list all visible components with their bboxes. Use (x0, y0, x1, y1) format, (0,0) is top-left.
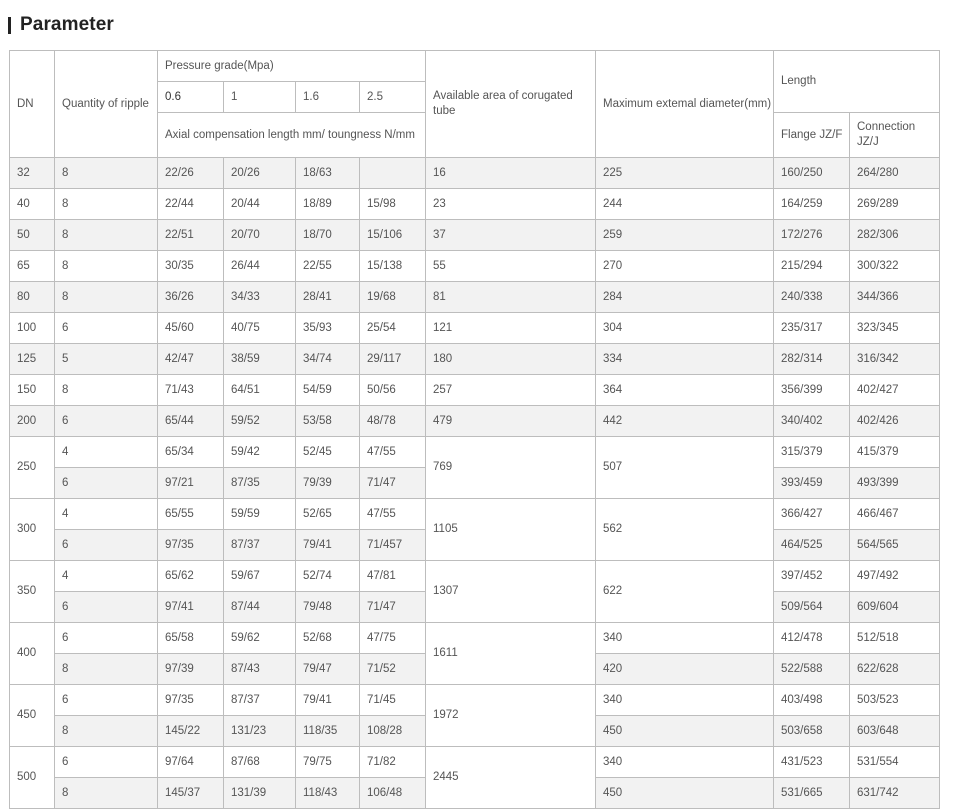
grade-0-6-cell: 97/35 (158, 685, 224, 716)
parameter-table (9, 50, 940, 809)
diameter-cell: 340 (596, 623, 774, 654)
flange-cell: 397/452 (774, 561, 850, 592)
area-cell: 1611 (426, 623, 596, 685)
grade-2-5-cell: 71/52 (360, 654, 426, 685)
diameter-cell: 244 (596, 189, 774, 220)
connection-cell: 609/604 (850, 592, 940, 623)
connection-cell: 415/379 (850, 437, 940, 468)
ripple-cell: 8 (55, 375, 158, 406)
grade-0-6-cell: 97/64 (158, 747, 224, 778)
grade-1-6-cell: 18/70 (296, 220, 360, 251)
diameter-cell: 259 (596, 220, 774, 251)
connection-cell: 493/399 (850, 468, 940, 499)
ripple-cell: 6 (55, 747, 158, 778)
ripple-cell: 8 (55, 654, 158, 685)
diameter-cell: 507 (596, 437, 774, 499)
grade-2-5-cell: 48/78 (360, 406, 426, 437)
grade-0-6-cell: 65/62 (158, 561, 224, 592)
grade-1-6-cell: 118/43 (296, 778, 360, 809)
dn-cell: 40 (10, 189, 55, 220)
area-cell: 1105 (426, 499, 596, 561)
grade-1-cell: 34/33 (224, 282, 296, 313)
grade-2-5-cell: 71/82 (360, 747, 426, 778)
grade-1-cell: 59/52 (224, 406, 296, 437)
ripple-cell: 8 (55, 778, 158, 809)
grade-1-6-cell: 18/63 (296, 158, 360, 189)
table-row (10, 220, 940, 251)
grade-0-6-cell: 145/37 (158, 778, 224, 809)
grade-2-5-cell: 47/81 (360, 561, 426, 592)
header-ripple: Quantity of ripple (55, 51, 158, 158)
grade-2-5-cell (360, 158, 426, 189)
area-cell: 180 (426, 344, 596, 375)
area-cell: 769 (426, 437, 596, 499)
connection-cell: 402/427 (850, 375, 940, 406)
header-flange: Flange JZ/F (774, 113, 850, 158)
flange-cell: 282/314 (774, 344, 850, 375)
dn-cell: 80 (10, 282, 55, 313)
grade-1-cell: 26/44 (224, 251, 296, 282)
connection-cell: 497/492 (850, 561, 940, 592)
diameter-cell: 340 (596, 747, 774, 778)
diameter-cell: 562 (596, 499, 774, 561)
grade-2-5-cell: 71/45 (360, 685, 426, 716)
table-body (10, 158, 940, 809)
connection-cell: 316/342 (850, 344, 940, 375)
grade-2-5-cell: 15/138 (360, 251, 426, 282)
area-cell: 121 (426, 313, 596, 344)
connection-cell: 402/426 (850, 406, 940, 437)
flange-cell: 366/427 (774, 499, 850, 530)
flange-cell: 340/402 (774, 406, 850, 437)
grade-2-5-cell: 71/47 (360, 468, 426, 499)
dn-cell: 100 (10, 313, 55, 344)
flange-cell: 164/259 (774, 189, 850, 220)
flange-cell: 160/250 (774, 158, 850, 189)
ripple-cell: 6 (55, 592, 158, 623)
flange-cell: 522/588 (774, 654, 850, 685)
grade-1-cell: 40/75 (224, 313, 296, 344)
grade-1-6-cell: 18/89 (296, 189, 360, 220)
flange-cell: 431/523 (774, 747, 850, 778)
dn-cell: 125 (10, 344, 55, 375)
grade-0-6-cell: 65/58 (158, 623, 224, 654)
header-grade: 0.6 (158, 82, 224, 113)
header-area: Available area of corugated tube (426, 51, 596, 158)
grade-2-5-cell: 71/47 (360, 592, 426, 623)
grade-1-cell: 87/35 (224, 468, 296, 499)
connection-cell: 269/289 (850, 189, 940, 220)
grade-2-5-cell: 50/56 (360, 375, 426, 406)
heading-accent-bar (8, 17, 11, 34)
grade-1-6-cell: 79/41 (296, 530, 360, 561)
ripple-cell: 4 (55, 499, 158, 530)
grade-0-6-cell: 97/39 (158, 654, 224, 685)
connection-cell: 503/523 (850, 685, 940, 716)
diameter-cell: 442 (596, 406, 774, 437)
flange-cell: 356/399 (774, 375, 850, 406)
grade-1-cell: 131/39 (224, 778, 296, 809)
diameter-cell: 334 (596, 344, 774, 375)
diameter-cell: 364 (596, 375, 774, 406)
grade-0-6-cell: 30/35 (158, 251, 224, 282)
grade-1-cell: 59/59 (224, 499, 296, 530)
flange-cell: 403/498 (774, 685, 850, 716)
grade-1-6-cell: 52/65 (296, 499, 360, 530)
table-row (10, 375, 940, 406)
flange-cell: 172/276 (774, 220, 850, 251)
diameter-cell: 340 (596, 685, 774, 716)
grade-1-cell: 87/44 (224, 592, 296, 623)
flange-cell: 315/379 (774, 437, 850, 468)
diameter-cell: 420 (596, 654, 774, 685)
grade-1-6-cell: 79/41 (296, 685, 360, 716)
ripple-cell: 6 (55, 623, 158, 654)
flange-cell: 531/665 (774, 778, 850, 809)
header-grade: 1 (224, 82, 296, 113)
connection-cell: 300/322 (850, 251, 940, 282)
dn-cell: 400 (10, 623, 55, 685)
area-cell: 16 (426, 158, 596, 189)
connection-cell: 264/280 (850, 158, 940, 189)
grade-0-6-cell: 65/44 (158, 406, 224, 437)
grade-1-6-cell: 79/48 (296, 592, 360, 623)
grade-1-6-cell: 54/59 (296, 375, 360, 406)
diameter-cell: 450 (596, 778, 774, 809)
connection-cell: 622/628 (850, 654, 940, 685)
table-row (10, 158, 940, 189)
diameter-cell: 304 (596, 313, 774, 344)
table-row (10, 437, 940, 468)
grade-1-cell: 59/42 (224, 437, 296, 468)
grade-0-6-cell: 71/43 (158, 375, 224, 406)
dn-cell: 65 (10, 251, 55, 282)
ripple-cell: 5 (55, 344, 158, 375)
grade-0-6-cell: 97/21 (158, 468, 224, 499)
diameter-cell: 450 (596, 716, 774, 747)
section-heading (8, 12, 114, 38)
table-row (10, 499, 940, 530)
grade-2-5-cell: 71/457 (360, 530, 426, 561)
grade-2-5-cell: 108/28 (360, 716, 426, 747)
ripple-cell: 8 (55, 282, 158, 313)
grade-2-5-cell: 47/75 (360, 623, 426, 654)
table-row (10, 747, 940, 778)
grade-1-cell: 64/51 (224, 375, 296, 406)
diameter-cell: 284 (596, 282, 774, 313)
grade-1-6-cell: 52/68 (296, 623, 360, 654)
header-grade: 2.5 (360, 82, 426, 113)
grade-0-6-cell: 45/60 (158, 313, 224, 344)
grade-2-5-cell: 19/68 (360, 282, 426, 313)
flange-cell: 464/525 (774, 530, 850, 561)
area-cell: 23 (426, 189, 596, 220)
grade-1-cell: 87/37 (224, 530, 296, 561)
table-row (10, 251, 940, 282)
ripple-cell: 4 (55, 561, 158, 592)
connection-cell: 603/648 (850, 716, 940, 747)
ripple-cell: 6 (55, 313, 158, 344)
grade-2-5-cell: 106/48 (360, 778, 426, 809)
grade-0-6-cell: 36/26 (158, 282, 224, 313)
table-row (10, 561, 940, 592)
grade-1-6-cell: 22/55 (296, 251, 360, 282)
flange-cell: 235/317 (774, 313, 850, 344)
header-pressure-grade: Pressure grade(Mpa) (158, 51, 426, 82)
grade-1-6-cell: 79/75 (296, 747, 360, 778)
flange-cell: 412/478 (774, 623, 850, 654)
connection-cell: 512/518 (850, 623, 940, 654)
header-length: Length (774, 51, 940, 113)
grade-0-6-cell: 65/55 (158, 499, 224, 530)
grade-2-5-cell: 25/54 (360, 313, 426, 344)
connection-cell: 631/742 (850, 778, 940, 809)
dn-cell: 50 (10, 220, 55, 251)
grade-1-cell: 87/37 (224, 685, 296, 716)
header-axial: Axial compensation length mm/ toungness N/mm (158, 113, 426, 158)
ripple-cell: 4 (55, 437, 158, 468)
ripple-cell: 6 (55, 685, 158, 716)
grade-1-6-cell: 79/39 (296, 468, 360, 499)
grade-1-cell: 20/26 (224, 158, 296, 189)
header-grade: 1.6 (296, 82, 360, 113)
area-cell: 55 (426, 251, 596, 282)
dn-cell: 450 (10, 685, 55, 747)
grade-2-5-cell: 15/106 (360, 220, 426, 251)
table-row (10, 313, 940, 344)
grade-0-6-cell: 22/44 (158, 189, 224, 220)
grade-1-6-cell: 34/74 (296, 344, 360, 375)
ripple-cell: 8 (55, 251, 158, 282)
grade-0-6-cell: 145/22 (158, 716, 224, 747)
diameter-cell: 225 (596, 158, 774, 189)
grade-1-6-cell: 28/41 (296, 282, 360, 313)
grade-2-5-cell: 15/98 (360, 189, 426, 220)
area-cell: 81 (426, 282, 596, 313)
table-row (10, 344, 940, 375)
grade-2-5-cell: 47/55 (360, 437, 426, 468)
grade-0-6-cell: 97/41 (158, 592, 224, 623)
diameter-cell: 622 (596, 561, 774, 623)
grade-0-6-cell: 97/35 (158, 530, 224, 561)
table-row (10, 189, 940, 220)
dn-cell: 250 (10, 437, 55, 499)
flange-cell: 240/338 (774, 282, 850, 313)
grade-1-6-cell: 118/35 (296, 716, 360, 747)
area-cell: 1972 (426, 685, 596, 747)
dn-cell: 300 (10, 499, 55, 561)
ripple-cell: 8 (55, 220, 158, 251)
grade-0-6-cell: 65/34 (158, 437, 224, 468)
ripple-cell: 8 (55, 189, 158, 220)
table-row (10, 685, 940, 716)
area-cell: 479 (426, 406, 596, 437)
header-connection: Connection JZ/J (850, 113, 940, 158)
grade-1-cell: 59/67 (224, 561, 296, 592)
connection-cell: 564/565 (850, 530, 940, 561)
grade-0-6-cell: 22/51 (158, 220, 224, 251)
dn-cell: 350 (10, 561, 55, 623)
grade-1-6-cell: 35/93 (296, 313, 360, 344)
flange-cell: 503/658 (774, 716, 850, 747)
dn-cell: 500 (10, 747, 55, 809)
dn-cell: 200 (10, 406, 55, 437)
flange-cell: 509/564 (774, 592, 850, 623)
grade-1-cell: 59/62 (224, 623, 296, 654)
ripple-cell: 6 (55, 406, 158, 437)
area-cell: 2445 (426, 747, 596, 809)
grade-0-6-cell: 42/47 (158, 344, 224, 375)
grade-2-5-cell: 29/117 (360, 344, 426, 375)
grade-1-cell: 20/70 (224, 220, 296, 251)
table-row (10, 406, 940, 437)
grade-1-cell: 87/43 (224, 654, 296, 685)
flange-cell: 393/459 (774, 468, 850, 499)
connection-cell: 282/306 (850, 220, 940, 251)
grade-1-6-cell: 52/45 (296, 437, 360, 468)
dn-cell: 150 (10, 375, 55, 406)
table-row (10, 623, 940, 654)
dn-cell: 32 (10, 158, 55, 189)
ripple-cell: 6 (55, 468, 158, 499)
flange-cell: 215/294 (774, 251, 850, 282)
table-row (10, 282, 940, 313)
header-dn: DN (10, 51, 55, 158)
connection-cell: 344/366 (850, 282, 940, 313)
connection-cell: 466/467 (850, 499, 940, 530)
area-cell: 37 (426, 220, 596, 251)
grade-0-6-cell: 22/26 (158, 158, 224, 189)
grade-1-cell: 20/44 (224, 189, 296, 220)
section-title: Parameter (20, 14, 114, 35)
grade-2-5-cell: 47/55 (360, 499, 426, 530)
grade-1-cell: 87/68 (224, 747, 296, 778)
grade-1-6-cell: 53/58 (296, 406, 360, 437)
grade-1-cell: 38/59 (224, 344, 296, 375)
grade-1-6-cell: 52/74 (296, 561, 360, 592)
connection-cell: 323/345 (850, 313, 940, 344)
header-diameter: Maximum extemal diameter(mm) (596, 51, 774, 158)
area-cell: 1307 (426, 561, 596, 623)
grade-1-cell: 131/23 (224, 716, 296, 747)
connection-cell: 531/554 (850, 747, 940, 778)
area-cell: 257 (426, 375, 596, 406)
grade-1-6-cell: 79/47 (296, 654, 360, 685)
ripple-cell: 8 (55, 716, 158, 747)
diameter-cell: 270 (596, 251, 774, 282)
ripple-cell: 6 (55, 530, 158, 561)
ripple-cell: 8 (55, 158, 158, 189)
